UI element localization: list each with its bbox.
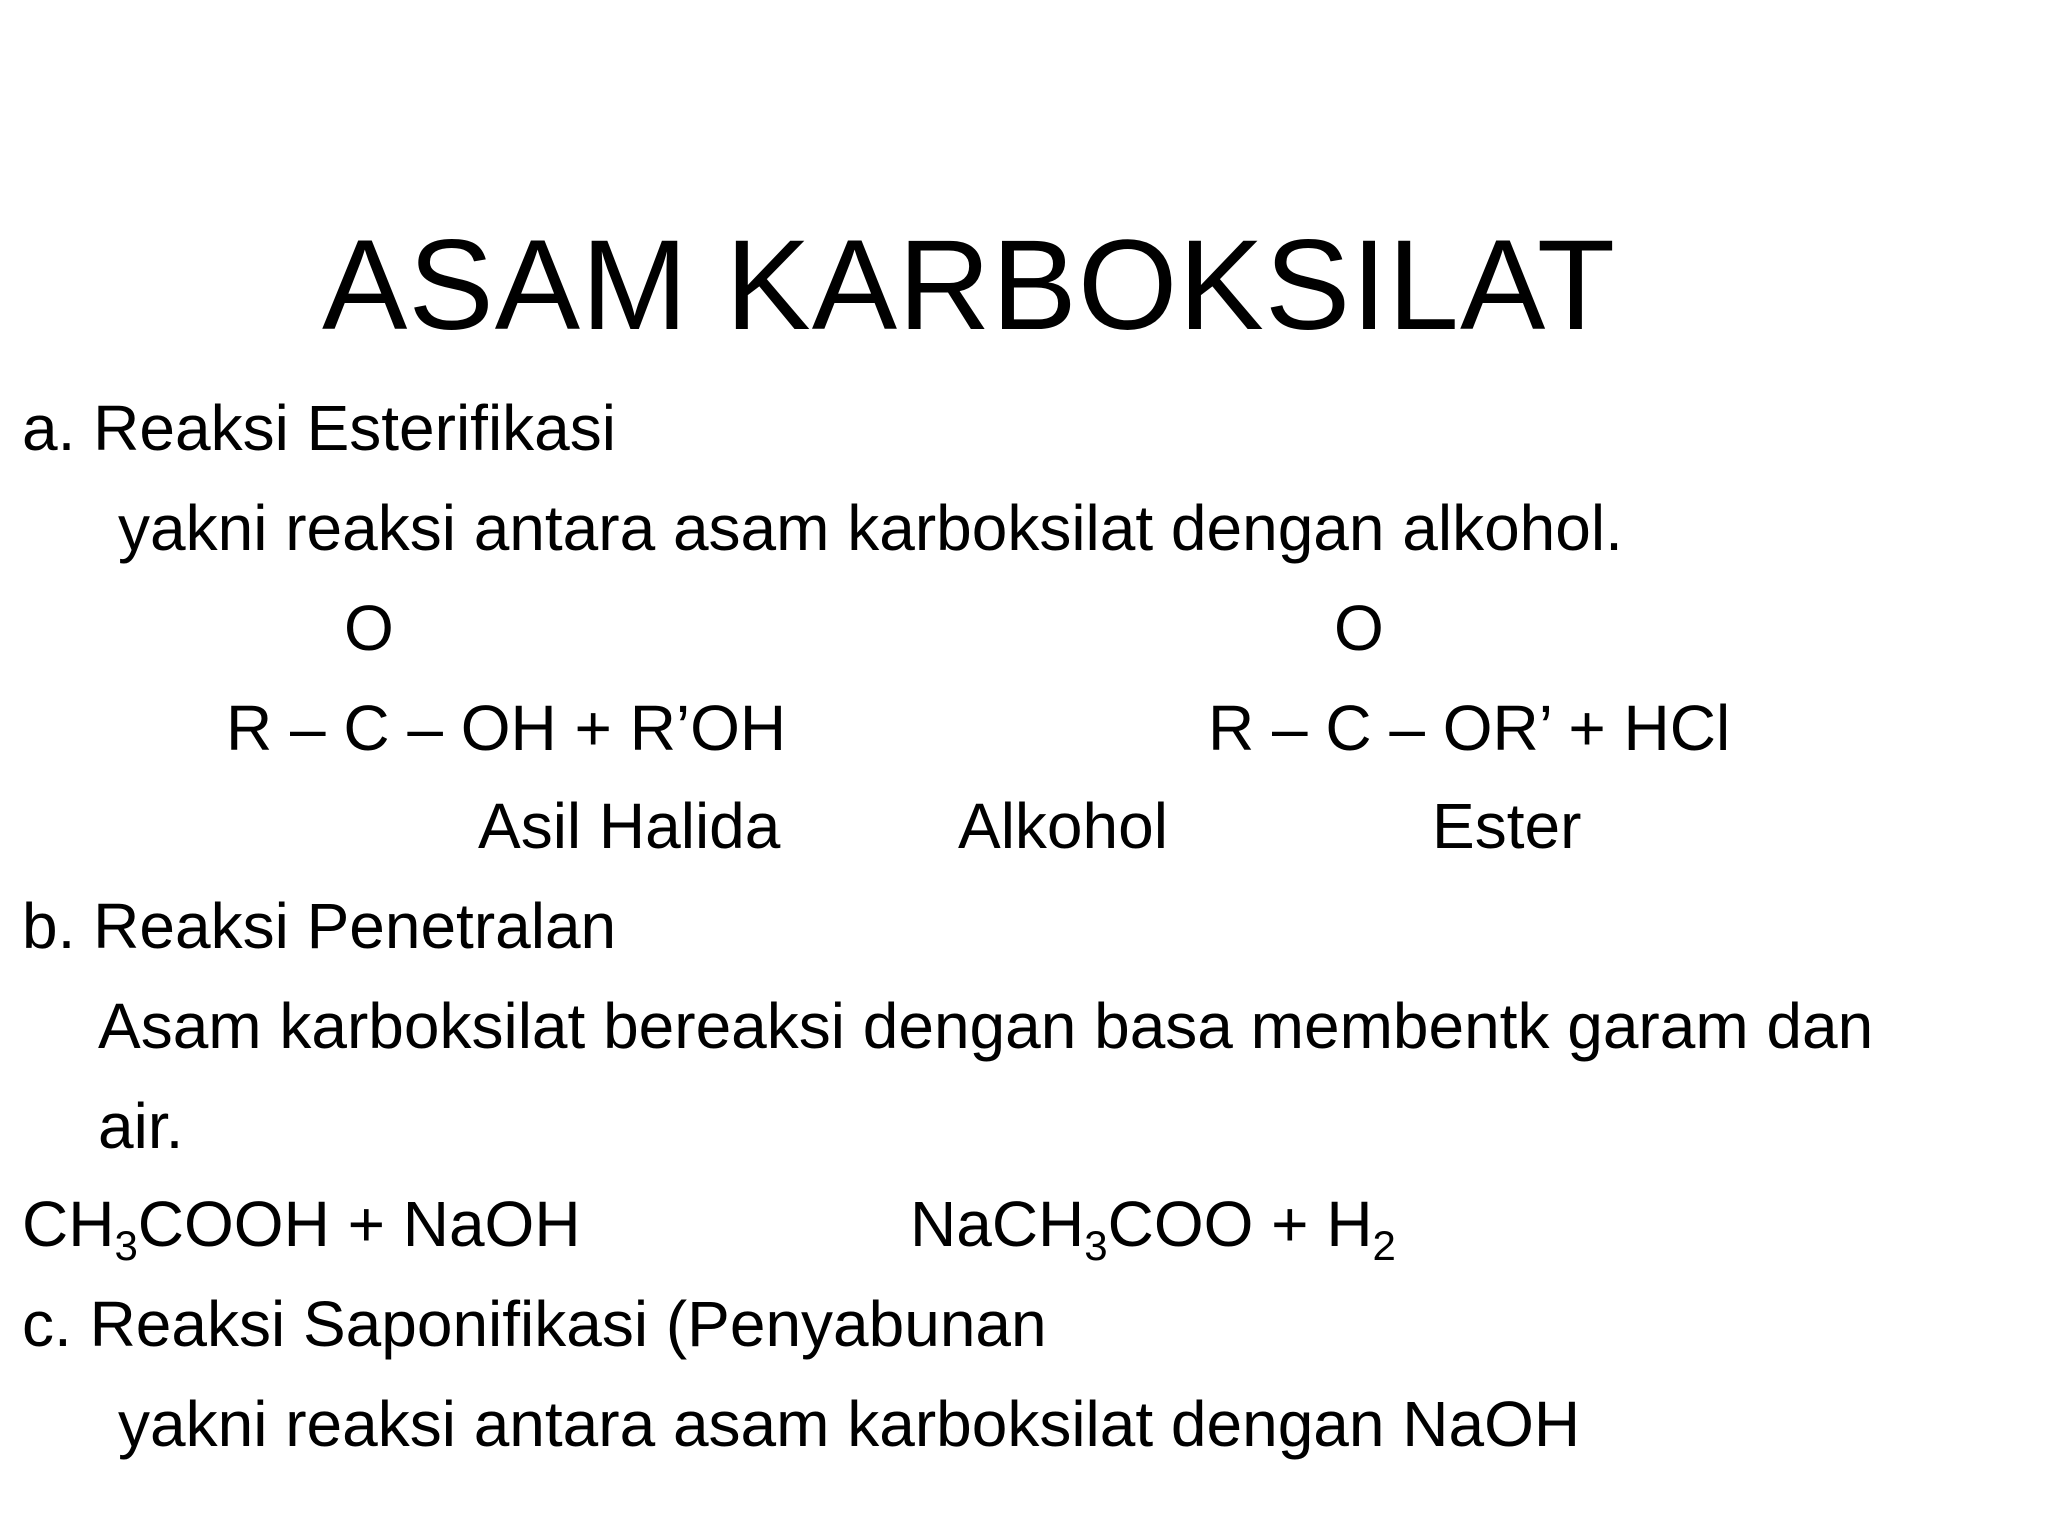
reactant-suffix: COOH + NaOH [137, 1188, 581, 1260]
label-asil-halida: Asil Halida [478, 790, 781, 862]
reactant-subscript: 3 [114, 1222, 138, 1269]
slide-title: ASAM KARBOKSILAT [322, 214, 1616, 357]
section-a-description: yakni reaksi antara asam karboksilat dengan alkohol. [118, 492, 1623, 564]
esterification-products: R – C – OR’ + HCl [1208, 692, 1731, 764]
reactant-carbonyl-oxygen: O [344, 592, 394, 664]
section-b-description-line-2: air. [98, 1090, 184, 1162]
neutralization-products [910, 1188, 1396, 1269]
section-c-heading: c. Reaksi Saponifikasi (Penyabunan [22, 1288, 1047, 1360]
product-prefix: NaCH [910, 1188, 1085, 1260]
esterification-reactants: R – C – OH + R’OH [226, 692, 787, 764]
neutralization-reactants [22, 1188, 581, 1269]
section-b-heading: b. Reaksi Penetralan [22, 890, 617, 962]
product-subscript-2: 2 [1372, 1222, 1396, 1269]
section-a-heading: a. Reaksi Esterifikasi [22, 392, 616, 464]
product-middle: COO + H [1107, 1188, 1373, 1260]
reactant-prefix: CH [22, 1188, 115, 1260]
section-c-description: yakni reaksi antara asam karboksilat dengan NaOH [118, 1388, 1581, 1460]
product-subscript-1: 3 [1084, 1222, 1108, 1269]
section-b-description-line-1: Asam karboksilat bereaksi dengan basa membentk garam dan [98, 990, 1874, 1062]
label-alkohol: Alkohol [958, 790, 1168, 862]
label-ester: Ester [1432, 790, 1582, 862]
product-carbonyl-oxygen: O [1334, 592, 1384, 664]
